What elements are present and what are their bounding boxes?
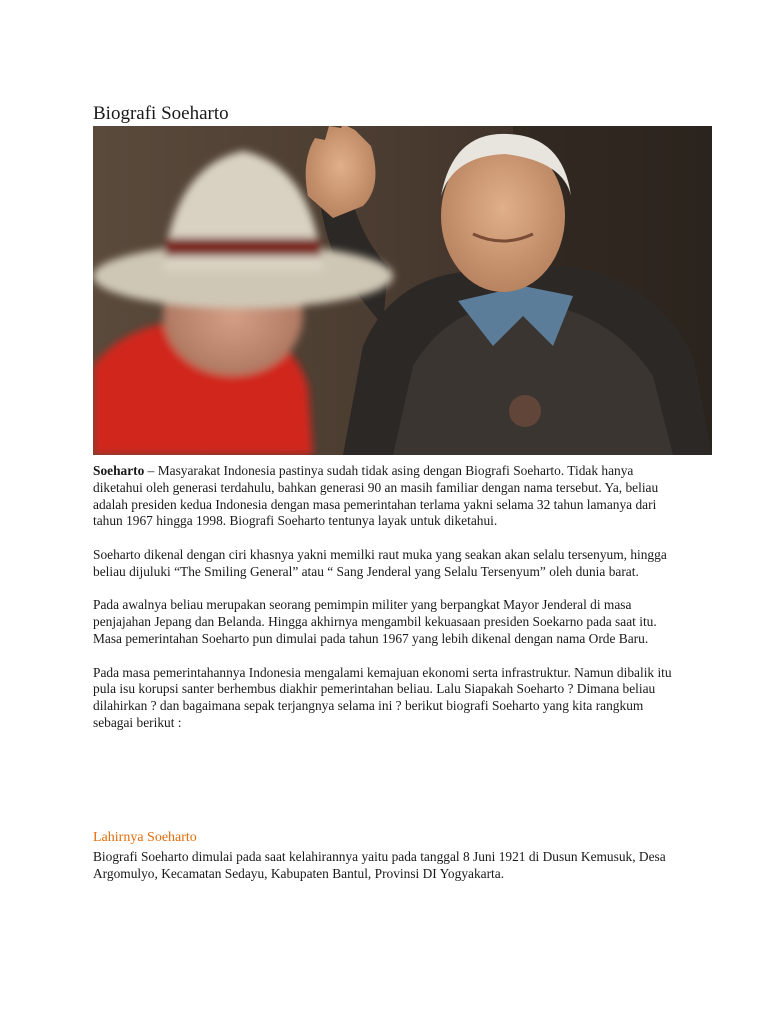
soeharto-photo xyxy=(93,126,712,455)
intro-paragraph xyxy=(93,463,683,530)
body-paragraph: Pada awalnya beliau merupakan seorang pemimpin militer yang berpangkat Mayor Jenderal di masa penjajahan Jepang dan Belanda. Hingga akhirnya mengambil kekuasaan presiden Soekarno pada saat itu. Masa pemerintahan Soeharto pun dimulai pada tahun 1967 yang lebih dikenal dengan nama Orde Baru. xyxy=(93,597,657,646)
body-paragraph: Soeharto dikenal dengan ciri khasnya yakni memilki raut muka yang seakan akan selalu tersenyum, hingga beliau dijuluki “The Smiling General” atau “ Sang Jenderal yang Selalu Tersenyum” oleh dunia barat. xyxy=(93,546,667,579)
intro-bold-lead: Soeharto xyxy=(93,463,145,478)
section-paragraph: Biografi Soeharto dimulai pada saat kelahirannya yaitu pada tanggal 8 Juni 1921 di Dusun Kemusuk, Desa Argomulyo, Kecamatan Sedayu, Kabupaten Bantul, Provinsi DI Yogyakarta. xyxy=(93,849,666,881)
page-title: Biografi Soeharto xyxy=(93,103,229,124)
section-heading-lahirnya: Lahirnya Soeharto xyxy=(93,830,197,845)
body-paragraph: Pada masa pemerintahannya Indonesia mengalami kemajuan ekonomi serta infrastruktur. Namun dibalik itu pula isu korupsi santer berhembus diakhir pemerintahan beliau. Lalu Siapakah Soeharto ? Dimana beliau dilahirkan ? dan bagaimana sepak terjangnya selama ini ? berikut biografi Soeharto yang kita rangkum sebagai berikut : xyxy=(93,664,672,730)
intro-text: – Masyarakat Indonesia pastinya sudah tidak asing dengan Biografi Soeharto. Tidak hanya diketahui oleh generasi terdahulu, bahkan generasi 90 an masih familiar dengan nama tersebut. Ya, beliau adalah presiden kedua Indonesia dengan masa pemerintahan terlama yakni selama 32 tahun lamanya dari tahun 1967 hingga 1998. Biografi Soeharto tentunya layak untuk diketahui. xyxy=(93,463,659,529)
article-body xyxy=(93,463,683,749)
